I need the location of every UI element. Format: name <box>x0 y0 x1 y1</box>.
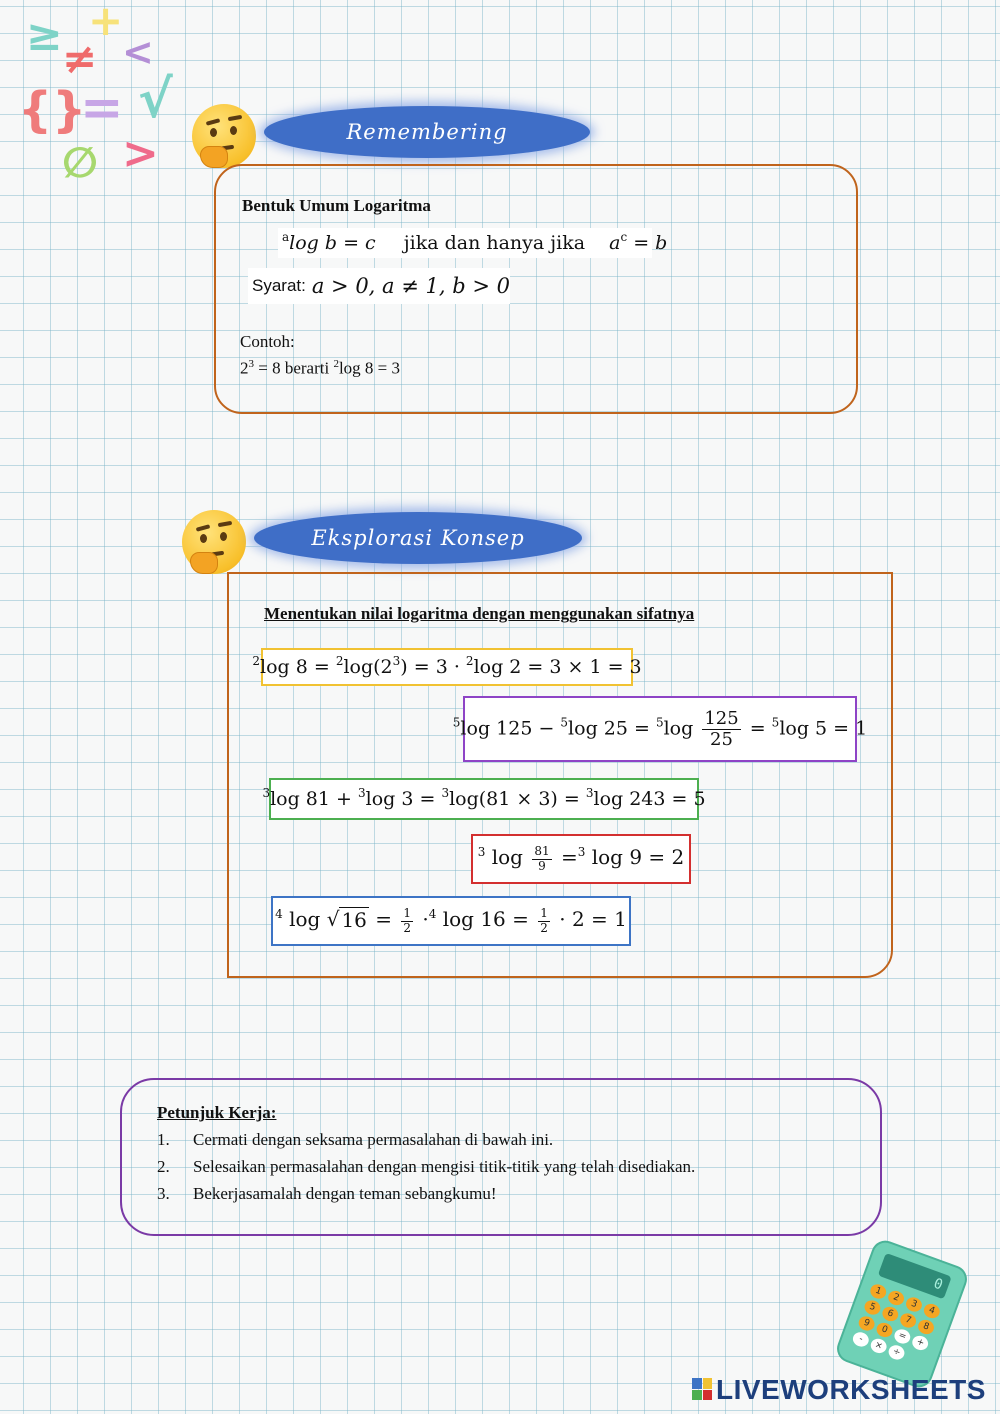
equation-4: $^3$ log $\frac{81}{9}$ =$^3$ log 9 = 2 <box>471 834 691 884</box>
calculator-key: 8 <box>916 1318 936 1337</box>
syarat-math: a > 0, a ≠ 1, b > 0 <box>311 274 510 298</box>
def-right: = b <box>633 232 668 254</box>
calculator-display: 0 <box>878 1253 952 1299</box>
instruction-item: 2. Selesaikan permasalahan dengan mengisi titik-titik yang telah disediakan. <box>157 1157 696 1176</box>
example-base: 2 <box>240 358 249 378</box>
example-log-base: 2 <box>333 358 339 370</box>
equation-1: $^2$log $8 = ^2\log(2^3) = 3 \cdot ^2\log$ 2 = 3 × 1 = 3 <box>261 648 633 686</box>
instructions-list <box>157 1126 695 1207</box>
calculator-keys <box>851 1282 945 1369</box>
calculator-key: 0 <box>875 1321 895 1340</box>
example-exp: 3 <box>248 358 254 370</box>
emptyset-symbol: ∅ <box>62 138 98 187</box>
def-base: a <box>282 230 290 244</box>
calculator-key: 6 <box>880 1305 900 1324</box>
thinking-face-icon <box>192 104 256 168</box>
def-right-base: a <box>609 232 621 254</box>
contoh-label: Contoh: <box>240 332 295 351</box>
example-log-rest: log 8 = 3 <box>338 358 401 378</box>
contoh-example <box>240 358 400 379</box>
def-connector: jika dan hanya jika <box>403 232 586 254</box>
def-right-exp: c <box>620 230 628 244</box>
gt-symbol: > <box>122 128 159 179</box>
calculator-key: 1 <box>868 1282 888 1301</box>
example-mid: = 8 berarti <box>258 358 330 378</box>
syarat-label: Syarat: <box>252 276 306 295</box>
braces-symbol: {} <box>18 82 87 138</box>
calculator-key: - <box>851 1330 871 1349</box>
eksplorasi-title: Menentukan nilai logaritma dengan menggunakan sifatnya <box>264 604 695 623</box>
equation-3: $^3$log 81 + $^3$log 3 = $^3$log(81 × 3) = $^3$log 243 = 5 <box>269 778 699 820</box>
equation-2: $^5$log 125 − $^5$log 25 = $^5$log $\frac{125}{25}$ = $^5$log 5 = 1 <box>463 696 857 762</box>
log-definition <box>278 228 668 258</box>
calculator-key: 7 <box>898 1311 918 1330</box>
lt-symbol: < <box>122 30 154 74</box>
calculator-key: = <box>892 1327 912 1346</box>
thinking-face-icon-2 <box>182 510 246 574</box>
liveworksheets-logo-icon <box>692 1378 712 1400</box>
calculator-key: 3 <box>904 1295 924 1314</box>
eksplorasi-header: Eksplorasi Konsep <box>254 512 582 564</box>
calculator-key: 2 <box>886 1289 906 1308</box>
calculator-icon <box>833 1237 971 1391</box>
calculator-key: 5 <box>863 1298 883 1317</box>
def-left: log b = c <box>289 232 376 254</box>
instruction-item: 3. Bekerjasamalah dengan teman sebangkumu! <box>157 1184 497 1203</box>
equation-5: $^4$ log √ 16 = $\frac{1}{2}$ ·$^4$ log 16 = $\frac{1}{2}$ · 2 = 1 <box>271 896 631 946</box>
calculator-key: + <box>910 1334 930 1353</box>
ge-symbol: ≥ <box>26 10 63 61</box>
general-form-title: Bentuk Umum Logaritma <box>242 196 431 215</box>
instruction-item: 1. Cermati dengan seksama permasalahan di bawah ini. <box>157 1130 554 1149</box>
calculator-key: ÷ <box>887 1343 907 1362</box>
calculator-key: × <box>869 1337 889 1356</box>
calculator-key: 9 <box>857 1314 877 1333</box>
plus-symbol: + <box>88 0 124 45</box>
equals-symbol: = <box>80 78 124 138</box>
brand-logo[interactable]: LIVEWORKSHEETS <box>716 1374 986 1405</box>
syarat-line <box>248 268 510 304</box>
instructions-title: Petunjuk Kerja: <box>157 1103 277 1122</box>
sqrt-symbol: √ <box>138 70 173 130</box>
calculator-key: 4 <box>922 1302 942 1321</box>
ne-symbol: ≠ <box>62 34 98 83</box>
remembering-header: Remembering <box>264 106 590 158</box>
